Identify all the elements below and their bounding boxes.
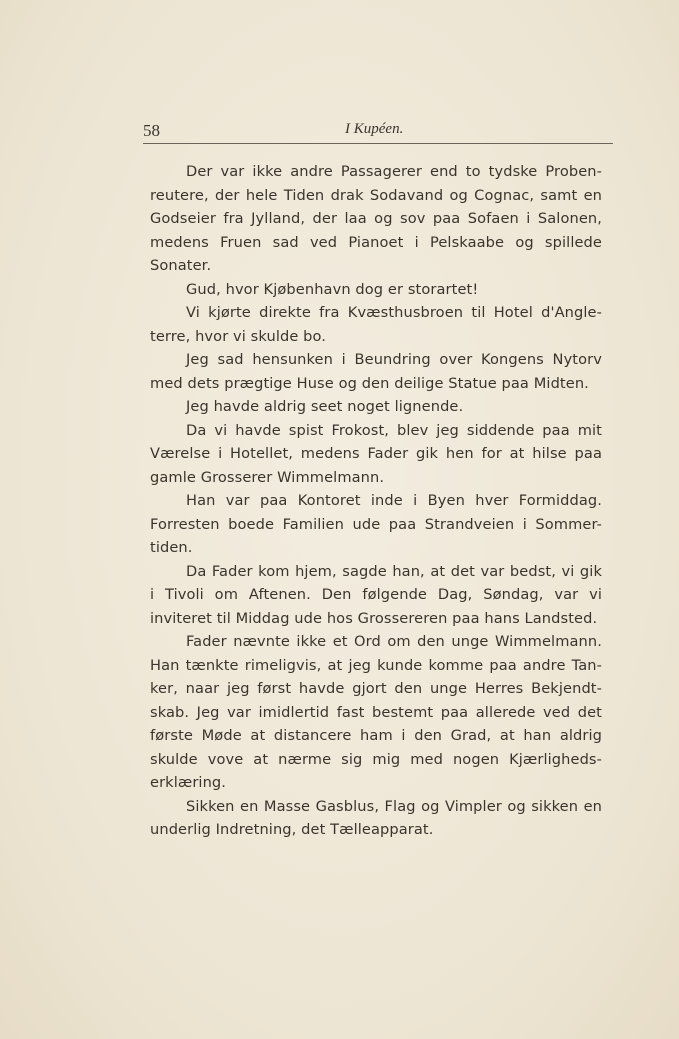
page-number: 58 <box>143 121 160 140</box>
paragraph: Vi kjørte direkte fra Kvæsthusbroen til Hotel d'Angle-terre, hvor vi skulde bo. <box>150 304 602 345</box>
paragraph: Gud, hvor Kjøbenhavn dog er storartet! <box>186 280 479 298</box>
paragraph: Da Fader kom hjem, sagde han, at det var bedst, vi gik i Tivoli om Aftenen. Den følgende Dag, Søndag, var vi inviteret til Middag ude hos Grossereren paa hans Landsted. <box>150 562 602 627</box>
paragraph: Fader nævnte ikke et Ord om den unge Wimmelmann. Han tænkte rimeligvis, at jeg kunde komme paa andre Tan-ker, naar jeg først havde gjort den unge Herres Bekjendt-skab. Jeg var imidlertid fast bestemt paa allerede ved det første Møde at distancere ham i den Grad, at han aldrig skulde vove at nærme sig mig med nogen Kjærligheds-erklæring. <box>150 633 602 791</box>
paragraph: Jeg sad hensunken i Beundring over Kongens Nytorv med dets prægtige Huse og den deilige Statue paa Midten. <box>150 351 602 392</box>
paragraph: Da vi havde spist Frokost, blev jeg siddende paa mit Værelse i Hotellet, medens Fader gik hen for at hilse paa gamle Grosserer Wimmelmann. <box>150 421 602 486</box>
paragraph: Der var ikke andre Passagerer end to tydske Proben-reutere, der hele Tiden drak Sodavand og Cognac, samt en Godseier fra Jylland, der laa og sov paa Sofaen i Salonen, medens Fruen sad ved Pianoet i Pelskaabe og spillede Sonater. <box>150 163 602 274</box>
running-head: I Kupéen. <box>345 121 404 137</box>
body-text <box>150 160 602 842</box>
paragraph: Sikken en Masse Gasblus, Flag og Vimpler og sikken en underlig Indretning, det Tælleapparat. <box>150 797 602 838</box>
paragraph: Han var paa Kontoret inde i Byen hver Formiddag. Forresten boede Familien ude paa Strandveien i Sommer-tiden. <box>150 492 602 556</box>
page-header <box>143 121 613 144</box>
paragraph: Jeg havde aldrig seet noget lignende. <box>186 398 464 415</box>
